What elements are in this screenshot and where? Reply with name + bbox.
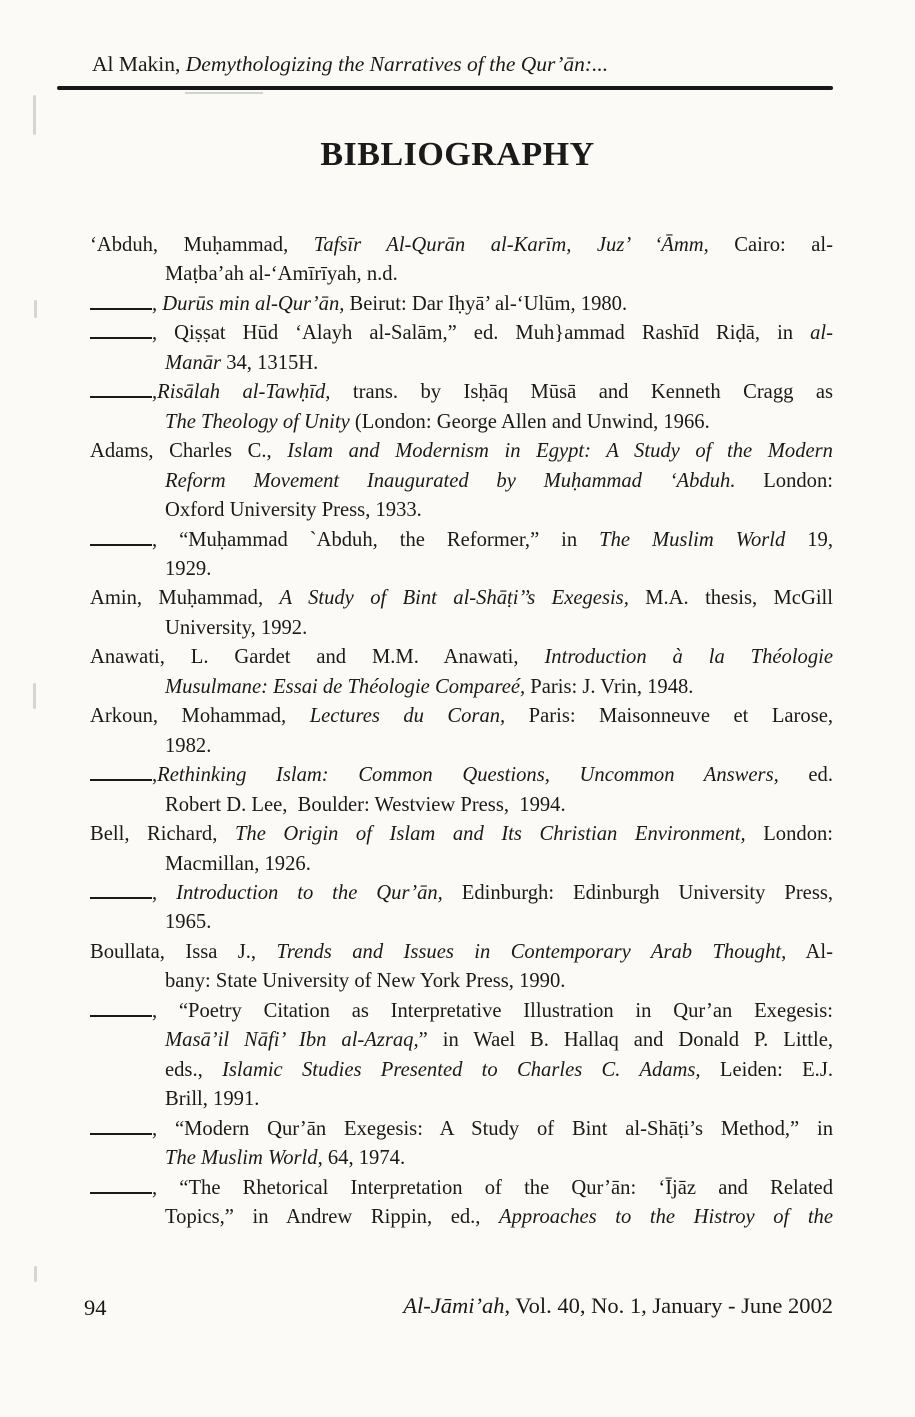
text-run: Paris: Maisonneuve et Larose, [505,705,833,728]
text-run: Macmillan, 1926. [165,852,311,875]
entry-line [90,290,833,319]
text-run: , “Modern Qur’ān Exegesis: A Study of Bint al-Shāṭi’s Method,” in [152,1117,833,1140]
text-run: , [152,881,177,904]
bibliography-entry [90,643,833,702]
text-run: bany: State University of New York Press, 1990. [165,970,566,993]
text-run: Trends and Issues in Contemporary Arab Thought, [276,940,787,963]
entry-line [90,260,833,289]
text-run: Introduction à la Théologie [544,646,833,669]
text-run: Brill, 1991. [165,1088,260,1111]
entry-line [90,526,833,555]
entry-line [90,643,833,672]
text-run: Amin, Muḥammad, [90,587,280,610]
entry-line [90,319,833,348]
bibliography-entry [90,702,833,761]
text-run: Leiden: E.J. [700,1058,833,1081]
text-run: , “Muḥammad `Abduh, the Reformer,” in [152,528,600,551]
bibliography-entry [90,761,833,820]
entry-line [90,1085,833,1114]
entry-line [90,1026,833,1055]
entry-line [90,614,833,643]
text-run: Anawati, L. Gardet and M.M. Anawati, [90,646,545,669]
bibliography-entry [90,319,833,378]
text-run: trans. by Isḥāq Mūsā and Kenneth Cragg as [330,381,834,404]
text-run: Tafsīr Al-Qurān al-Karīm, Juz’ ‘Āmm, [313,234,709,256]
text-run: The Theology of Unity [165,410,350,433]
text-run: Arkoun, Mohammad, [90,705,310,728]
text-run: Rethinking Islam: Common Questions, Uncommon Answers, [157,764,779,787]
text-run: Adams, Charles C., [90,440,288,463]
text-run: eds., [165,1058,223,1081]
text-run: Edinburgh: Edinburgh University Press, [442,881,833,904]
text-run: The Origin of Islam and Its Christian Environment, [234,823,746,846]
text-run: Islamic Studies Presented to Charles C. Adams, [222,1058,701,1081]
text-run: , [152,764,158,787]
bibliography-entry [90,1174,833,1233]
running-header-work-title: Demythologizing the Narratives of the Qur’ān:... [185,52,609,76]
text-run: Boullata, Issa J., [90,940,277,963]
bibliography-entry [90,879,833,938]
text-run: M.A. thesis, McGill [628,587,833,610]
text-run: Beirut: Dar Iḥyā’ al-‘Ulūm, 1980. [344,292,628,315]
journal-footer [403,1293,833,1319]
text-run: 1982. [165,734,212,757]
entry-line [90,820,833,849]
text-run: London: [745,823,834,846]
entry-line [90,791,833,820]
text-run: , “Poetry Citation as Interpretative Illustration in Qur’an Exegesis: [152,999,833,1022]
entry-line [90,702,833,731]
entry-line [90,437,833,466]
entry-line [90,761,833,790]
entry-line [90,584,833,613]
running-header-author: Al Makin, [92,52,186,76]
entry-line [90,231,833,260]
entry-line [90,1144,833,1173]
entry-line [90,732,833,761]
text-run: Cairo: al- [708,234,834,256]
text-run: Musulmane: Essai de Théologie Compareé, [165,675,526,698]
blank-author-rule [90,321,152,339]
text-run: The Muslim World [165,1147,318,1170]
entry-line [90,378,833,407]
bibliography-entry [90,1115,833,1174]
scan-artifact [34,300,37,318]
text-run: , [152,292,163,315]
text-run: Introduction to the Qur’ān, [176,881,443,904]
text-run: , Qiṣṣat Hūd ‘Alayh al-Salām,” ed. Muh}ammad Rashīd Riḍā, in [152,322,811,345]
entry-line [90,1174,833,1203]
blank-author-rule [90,763,152,781]
entry-line [90,1056,833,1085]
entry-line [90,555,833,584]
text-run: 19, [785,528,834,551]
text-run: Paris: J. Vrin, 1948. [525,675,694,698]
entry-line [90,938,833,967]
text-run: al- [810,322,833,345]
scan-artifact [34,1266,37,1282]
text-run: Bell, Richard, [90,823,235,846]
entry-line [90,496,833,525]
entry-line [90,467,833,496]
bibliography-list [90,231,833,1232]
text-run: Manār [165,351,222,374]
text-run: 34, 1315H. [221,351,319,374]
text-run: 1965. [165,911,212,934]
header-rule-artifact [185,92,263,94]
text-run: Masā’il Nāfi’ Ibn al-Azraq, [165,1029,419,1052]
entry-line [90,408,833,437]
blank-author-rule [90,1175,152,1193]
bibliography-entry [90,526,833,585]
text-run: , [152,381,158,404]
entry-line [90,1203,833,1232]
text-run: Topics,” in Andrew Rippin, ed., [165,1205,500,1228]
text-run: , “The Rhetorical Interpretation of the Qur’ān: ‘Ījāz and Related [152,1176,833,1199]
journal-issue: , Vol. 40, No. 1, January - June 2002 [504,1293,833,1318]
page-number: 94 [84,1295,107,1320]
entry-line [90,1115,833,1144]
bibliography-entry [90,378,833,437]
text-run: Approaches to the Histroy of the [499,1205,833,1228]
journal-name: Al-Jāmi’ah [403,1293,505,1318]
text-run: Maṭba’ah al-‘Amīrīyah, n.d. [165,263,398,286]
text-run: ‘Abduh, Muḥammad, [90,234,314,256]
header-rule [57,86,833,90]
text-run: Islam and Modernism in Egypt: A Study of the Modern [287,440,833,463]
blank-author-rule [90,881,152,899]
page-title: BIBLIOGRAPHY [320,136,595,173]
entry-line [90,997,833,1026]
bibliography-entry [90,437,833,525]
text-run: Risālah al-Tawḥīd, [157,381,331,404]
text-run: Durūs min al-Qur’ān, [162,292,345,315]
text-run: Robert D. Lee, Boulder: Westview Press, 1994. [165,793,566,816]
entry-line [90,673,833,702]
text-run: A Study of Bint al-Shāṭi’’s Exegesis, [279,587,629,610]
text-run: 1929. [165,557,212,580]
blank-author-rule [90,527,152,545]
entry-line [90,879,833,908]
blank-author-rule [90,380,152,398]
running-header [92,52,608,77]
blank-author-rule [90,998,152,1016]
bibliography-entry [90,820,833,879]
text-run: ed. [778,764,833,787]
entry-line [90,850,833,879]
text-run: ” in Wael B. Hallaq and Donald P. Little, [418,1029,833,1052]
scan-artifact [33,95,36,135]
blank-author-rule [90,291,152,309]
entry-line [90,967,833,996]
text-run: Lectures du Coran, [309,705,506,728]
text-run: London: [735,469,833,492]
entry-line [90,349,833,378]
text-run: Al- [786,940,833,963]
scan-artifact [33,683,36,709]
text-run: (London: George Allen and Unwind, 1966. [349,410,710,433]
entry-line [90,908,833,937]
bibliography-entry [90,938,833,997]
bibliography-entry [90,231,833,290]
text-run: University, 1992. [165,616,308,639]
bibliography-entry [90,584,833,643]
text-run: The Muslim World [599,528,786,551]
text-run: Oxford University Press, 1933. [165,499,422,522]
bibliography-entry [90,290,833,319]
bibliography-entry [90,997,833,1115]
text-run: , 64, 1974. [317,1147,406,1170]
blank-author-rule [90,1116,152,1134]
text-run: Reform Movement Inaugurated by Muḥammad ‘Abduh. [165,469,736,492]
